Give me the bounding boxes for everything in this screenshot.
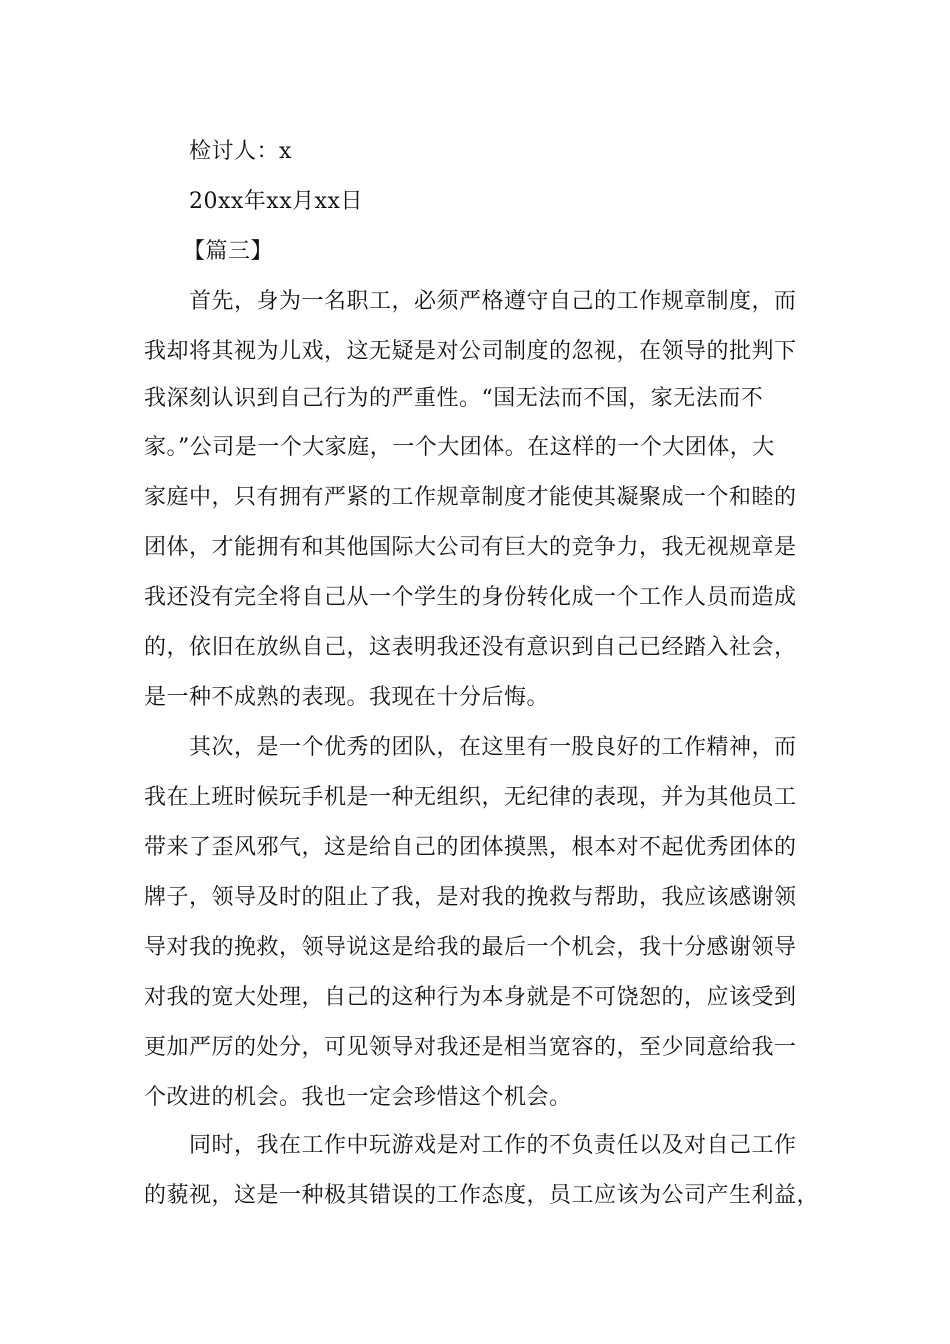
paragraph-line: 团体，才能拥有和其他国际大公司有巨大的竞争力，我无视规章是 (144, 535, 797, 560)
paragraph-line: 更加严厉的处分，可见领导对我还是相当宽容的，至少同意给我一 (144, 1035, 797, 1060)
paragraph-line: 的藐视，这是一种极其错误的工作态度，员工应该为公司产生利益， (144, 1183, 820, 1208)
paragraph-line: 首先，身为一名职工，必须严格遵守自己的工作规章制度，而 (189, 289, 797, 314)
paragraph-line: 是一种不成熟的表现。我现在十分后悔。 (144, 685, 550, 710)
paragraph-line: 导对我的挽救，领导说这是给我的最后一个机会，我十分感谢领导 (144, 935, 797, 960)
paragraph-line: 的，依旧在放纵自己，这表明我还没有意识到自己已经踏入社会， (144, 635, 797, 660)
author-signature: 检讨人：x (189, 139, 292, 164)
paragraph-line: 牌子，领导及时的阻止了我，是对我的挽救与帮助，我应该感谢领 (144, 885, 797, 910)
paragraph-line: 同时，我在工作中玩游戏是对工作的不负责任以及对自己工作 (189, 1133, 797, 1158)
signature-date: 20xx年xx月xx日 (189, 189, 363, 214)
paragraph-line: 其次，是一个优秀的团队，在这里有一股良好的工作精神，而 (189, 735, 797, 760)
section-heading: 【篇三】 (183, 239, 274, 264)
paragraph-line: 家。”公司是一个大家庭，一个大团体。在这样的一个大团体，大 (144, 435, 775, 460)
paragraph-line: 家庭中，只有拥有严紧的工作规章制度才能使其凝聚成一个和睦的 (144, 485, 797, 510)
paragraph-line: 我深刻认识到自己行为的严重性。“国无法而不国，家无法而不 (144, 386, 764, 411)
paragraph-line: 我在上班时候玩手机是一种无组织，无纪律的表现，并为其他员工 (144, 785, 797, 810)
paragraph-line: 个改进的机会。我也一定会珍惜这个机会。 (144, 1085, 572, 1110)
paragraph-line: 带来了歪风邪气，这是给自己的团体摸黑，根本对不起优秀团体的 (144, 835, 797, 860)
paragraph-line: 我还没有完全将自己从一个学生的身份转化成一个工作人员而造成 (144, 585, 797, 610)
paragraph-line: 我却将其视为儿戏，这无疑是对公司制度的忽视，在领导的批判下 (144, 339, 797, 364)
paragraph-line: 对我的宽大处理，自己的这种行为本身就是不可饶恕的，应该受到 (144, 985, 797, 1010)
